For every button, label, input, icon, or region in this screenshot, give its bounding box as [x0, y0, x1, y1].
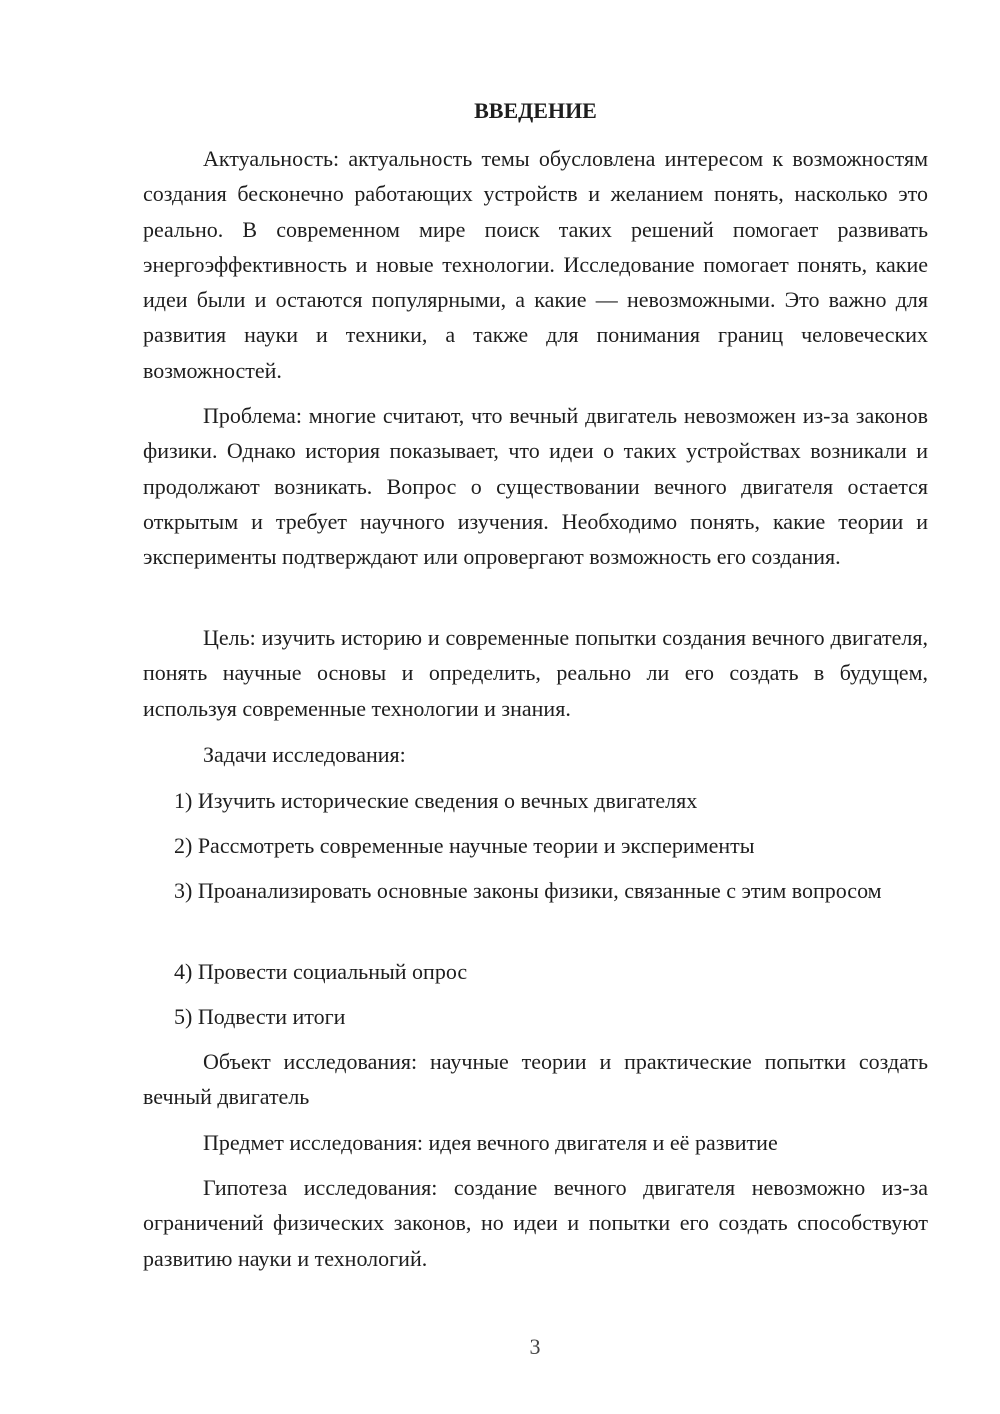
task-item-4: 4) Провести социальный опрос [174, 959, 468, 984]
task-item-3: 3) Проанализировать основные законы физики, связанные с этим вопросом [174, 878, 882, 903]
page-title: ВВЕДЕНИЕ [474, 98, 597, 123]
page-number: 3 [529, 1334, 541, 1359]
paragraph-problem: Проблема: многие считают, что вечный двигатель невозможен из-за законов физики. Однако история показывает, что идеи о таких устройствах возникали и продолжают возникать. Вопрос о существовании вечного двигателя остается открытым и требует научного изучения. Необходимо понять, какие теории и эксперименты подтверждают или опровергают возможность его создания. [143, 403, 928, 570]
tasks-heading: Задачи исследования: [203, 742, 406, 767]
task-item-2: 2) Рассмотреть современные научные теории и эксперименты [174, 833, 755, 858]
task-item-5: 5) Подвести итоги [174, 1004, 346, 1029]
paragraph-subject: Предмет исследования: идея вечного двигателя и её развитие [203, 1130, 778, 1155]
task-item-1: 1) Изучить исторические сведения о вечных двигателях [174, 788, 698, 813]
paragraph-goal: Цель: изучить историю и современные попытки создания вечного двигателя, понять научные основы и определить, реально ли его создать в будущем, используя современные технологии и знания. [143, 625, 928, 721]
paragraph-hypothesis: Гипотеза исследования: создание вечного двигателя невозможно из-за ограничений физических законов, но идеи и попытки его создать способствуют развитию науки и технологий. [143, 1175, 928, 1271]
paragraph-object: Объект исследования: научные теории и практические попытки создать вечный двигатель [143, 1049, 928, 1110]
paragraph-relevance: Актуальность: актуальность темы обусловлена интересом к возможностям создания бесконечно работающих устройств и желанием понять, насколько это реально. В современном мире поиск таких решений помогает развивать энергоэффективность и новые технологии. Исследование помогает понять, какие идеи были и остаются популярными, а какие — невозможными. Это важно для развития науки и техники, а также для понимания границ человеческих возможностей. [143, 146, 928, 383]
